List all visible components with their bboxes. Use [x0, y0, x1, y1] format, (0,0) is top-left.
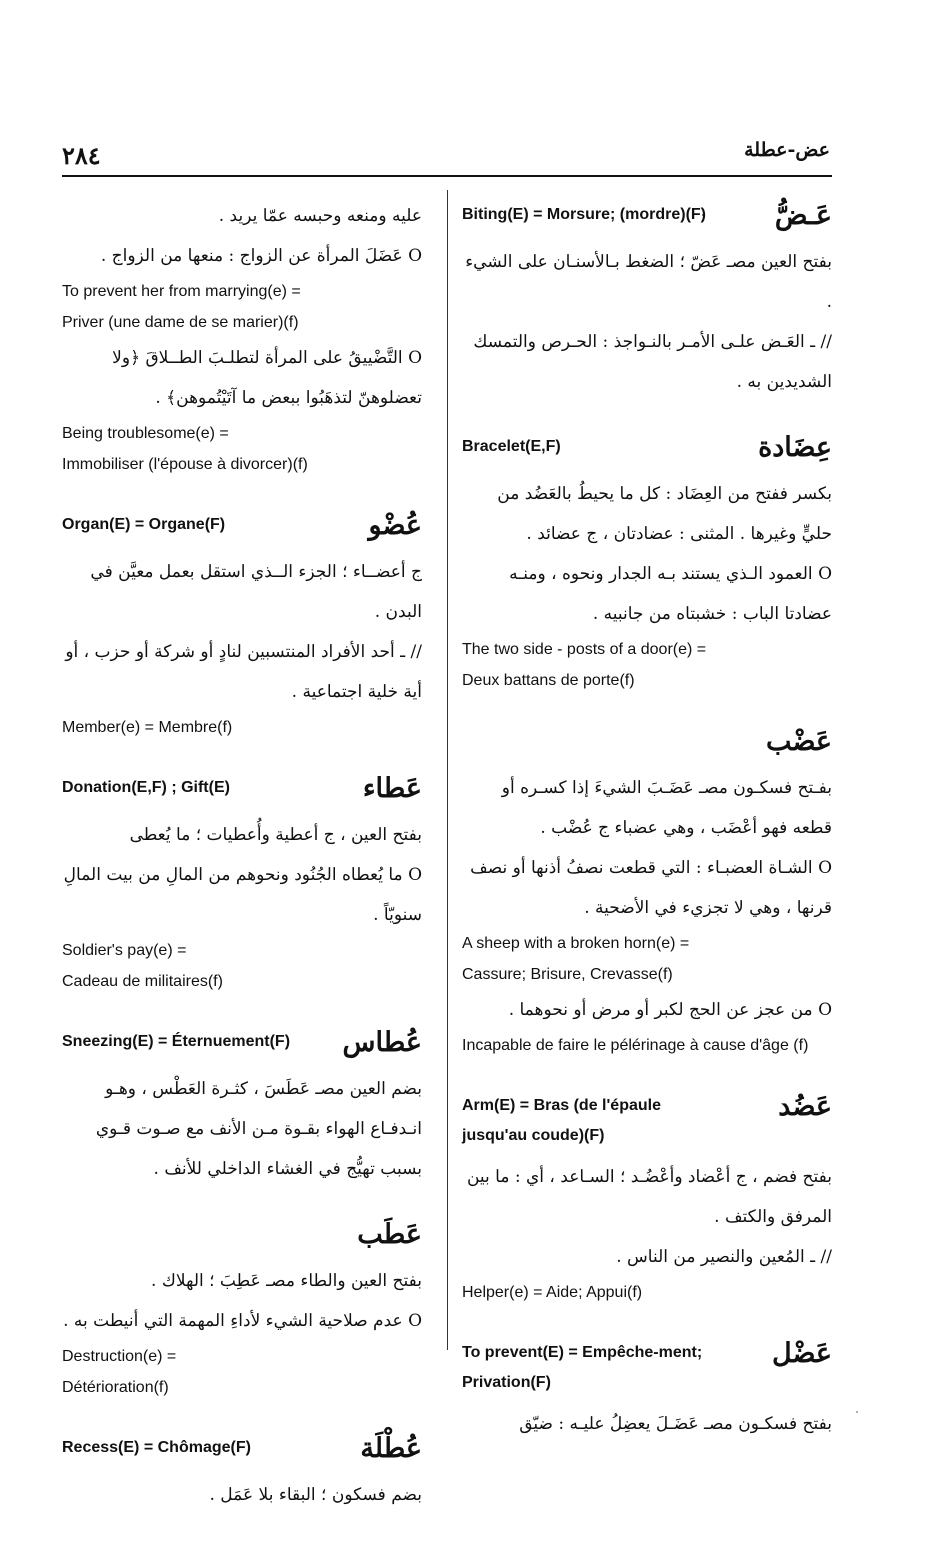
entry-adl — [462, 1334, 832, 1444]
definition: ج أعضــاء ؛ الجزء الــذي استقل بعمل معيَّن في البدن . — [90, 562, 422, 622]
entry-headword: عُضْو — [368, 510, 422, 541]
entry-english: Donation(E,F) ; Gift(E) — [62, 779, 230, 796]
entry-english: Biting(E) = Morsure; (mordre)(F) — [462, 206, 706, 223]
definition: بضم فسكون ؛ البقاء بلا عَمَل . — [209, 1485, 422, 1505]
definition: // ـ أحد الأفراد المنتسبين لنادٍ أو شركة أو حزب ، أو أية خلية اجتماعية . — [65, 642, 422, 702]
entry-headword: عَـضُّ — [774, 200, 832, 231]
entry-utla — [62, 1429, 422, 1515]
definition: بفتح العين مصـ عَضّ ؛ الضغط بـالأسنـان على الشيء . — [465, 252, 832, 312]
entry-english: Sneezing(E) = Éternuement(F) — [62, 1033, 291, 1050]
entry-headword: عِضَادة — [758, 432, 832, 463]
header-rule — [62, 175, 832, 177]
entry-adb — [462, 722, 832, 1061]
entry-adl-continued — [62, 196, 422, 480]
definition: عليه ومنعه وحبسه عمّا يريد . — [218, 206, 422, 226]
right-column — [462, 196, 832, 1470]
translation-english: Helper(e) = Aide; Appui(f) — [462, 1284, 643, 1301]
translation-french: Deux battans de porte(f) — [462, 672, 635, 689]
entry-add — [462, 196, 832, 402]
entry-english: Recess(E) = Chômage(F) — [62, 1439, 251, 1456]
translation-english: The two side - posts of a door(e) = — [462, 641, 707, 658]
definition: // ـ المُعين والنصير من الناس . — [616, 1247, 832, 1267]
translation-english: Soldier's pay(e) = — [62, 942, 187, 959]
translation-english: Destruction(e) = — [62, 1348, 177, 1365]
column-divider — [447, 190, 448, 1350]
translation-english: Member(e) = Membre(f) — [62, 719, 233, 736]
entry-english: Organ(E) = Organe(F) — [62, 516, 226, 533]
definition: // ـ العَـض علـى الأمـر بالنـواجذ : الحـرص والتمسك الشديدين به . — [473, 332, 832, 392]
translation-english: To prevent her from marrying(e) = — [62, 283, 301, 300]
translation-french: Cadeau de militaires(f) — [62, 973, 223, 990]
entry-ataa — [62, 769, 422, 997]
definition: بفـتح فسكـون مصـ عَضَـبَ الشيءَ إذا كسـره أو قطعه فهو أعْضَب ، وهي عضباء ج عُضْب . — [501, 778, 832, 838]
definition: O ما يُعطاه الجُنُود ونحوهم من المالِ من بيت المالِ سنويّاً . — [63, 865, 422, 925]
translation-french: Incapable de faire le pélérinage à cause d'âge (f) — [462, 1037, 809, 1054]
definition: O الشـاة العضبـاء : التي قطعت نصفُ أذنها أو نصف قرنها ، وهي لا تجزيء في الأضحية . — [470, 858, 832, 918]
definition: بفتح فسكـون مصـ عَضَـلَ يعضِلُ عليـه : ضيّق — [519, 1414, 832, 1434]
entry-atab — [62, 1215, 422, 1403]
definition: O عَضَلَ المرأة عن الزواج : منعها من الزواج . — [100, 246, 422, 266]
definition: بكسر ففتح من العِضَاد : كل ما يحيطُ بالعَضُد من حليٍّ وغيرها . المثنى : عضادتان ، ج عضائد . — [497, 484, 832, 544]
entry-headword: عَطَب — [357, 1219, 422, 1250]
entry-headword: عَضُد — [778, 1091, 832, 1122]
entry-headword: عُطْلَة — [360, 1433, 422, 1464]
definition: بفتح فضم ، ج أعْضاد وأعْضُـد ؛ السـاعد ، أي : ما بين المرفق والكتف . — [466, 1167, 832, 1227]
translation-french: Détérioration(f) — [62, 1379, 169, 1396]
page-number: ٢٨٤ — [62, 141, 101, 170]
left-column — [62, 196, 422, 1541]
translation-french: Cassure; Brisure, Crevasse(f) — [462, 966, 673, 983]
definition: بضم العين مصـ عَطَسَ ، كثـرة العَطْس ، وهـو انـدفـاع الهواء بقـوة مـن الأنف مع صـوت قـوي بسبب تهيُّج في الغشاء الداخلي للأنف . — [95, 1079, 422, 1179]
entry-udw — [62, 506, 422, 743]
definition: O من عجز عن الحج لكبر أو مرض أو نحوهما . — [508, 1000, 832, 1020]
definition: بفتح العين والطاء مصـ عَطِبَ ؛ الهلاك . — [151, 1271, 422, 1291]
translation-french: Priver (une dame de se marier)(f) — [62, 314, 299, 331]
definition: O التَّضْييقُ على المرأة لتطلـبَ الطــلاقَ ﴿ولا تعضلوهنّ لتذهَبُوا ببعض ما آتَيْتُموهن﴾ . — [112, 348, 422, 408]
entry-adud — [462, 1087, 832, 1308]
running-head: عض-عطلة — [744, 139, 830, 161]
entry-english: To prevent(E) = Empêche-ment; Privation(F) — [462, 1344, 703, 1391]
entry-headword: عَضْل — [772, 1338, 832, 1369]
translation-english: A sheep with a broken horn(e) = — [462, 935, 690, 952]
entry-english: Arm(E) = Bras (de l'épaule jusqu'au coude)(F) — [462, 1097, 661, 1144]
entry-utas — [62, 1023, 422, 1189]
translation-english: Being troublesome(e) = — [62, 425, 229, 442]
entry-headword: عَطاء — [362, 773, 422, 804]
definition: O العمود الـذي يستند بـه الجدار ونحوه ، ومنـه عضادتا الباب : خشبتاه من جانبيه . — [509, 564, 832, 624]
entry-idada — [462, 428, 832, 696]
entry-headword: عَضْب — [765, 726, 832, 757]
speck — [856, 1411, 858, 1413]
translation-french: Immobiliser (l'épouse à divorcer)(f) — [62, 456, 308, 473]
entry-headword: عُطاس — [342, 1027, 422, 1058]
definition: O عدم صلاحية الشيء لأداءِ المهمة التي أنيطت به . — [63, 1311, 422, 1331]
entry-english: Bracelet(E,F) — [462, 438, 561, 455]
definition: بفتح العين ، ج أعطية وأُعطيات ؛ ما يُعطى — [129, 825, 422, 845]
page-header — [62, 135, 830, 175]
